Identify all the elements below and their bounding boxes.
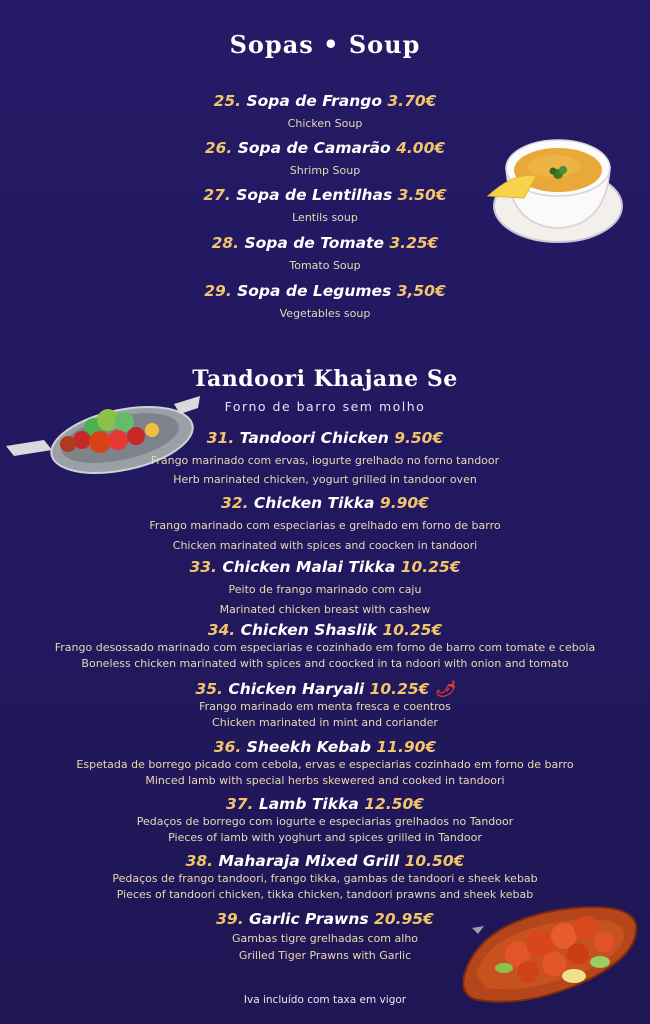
menu-item — [0, 621, 650, 671]
item-price: 10.25€ — [400, 558, 461, 576]
item-number: 34. — [207, 621, 236, 639]
item-price: 3,50€ — [396, 282, 446, 300]
item-price: 9.90€ — [379, 494, 429, 512]
item-name: Sopa de Camarão — [237, 139, 391, 157]
item-number: 39. — [216, 910, 244, 928]
soup-section-title: Sopas • Soup — [229, 30, 421, 59]
item-number: 25. — [213, 92, 242, 110]
item-description: Herb marinated chicken, yogurt grilled in tandoor oven — [173, 473, 477, 486]
item-name: Garlic Prawns — [249, 910, 369, 928]
item-description: Vegetables soup — [279, 307, 371, 320]
item-number: 32. — [221, 494, 249, 512]
item-name: Tandoori Chicken — [239, 429, 389, 447]
item-description: Lentils soup — [292, 211, 358, 224]
menu-item — [0, 795, 650, 845]
item-description: Espetada de borrego picado com cebola, ervas e especiarias cozinhado em forno de barro — [76, 758, 574, 771]
item-price: 10.50€ — [404, 852, 465, 870]
footer-tax-note: Iva incluído com taxa em vigor — [243, 994, 407, 1006]
item-name: Chicken Shaslik — [240, 621, 378, 639]
item-name: Sopa de Tomate — [244, 234, 384, 252]
item-number: 26. — [204, 139, 233, 157]
item-number: 27. — [203, 186, 231, 204]
item-description: Boneless chicken marinated with spices and coocked in ta ndoori with onion and tomato — [81, 656, 569, 670]
item-description: Grilled Tiger Prawns with Garlic — [238, 949, 412, 962]
item-name: Sopa de Frango — [246, 92, 382, 110]
menu-item — [0, 282, 650, 322]
item-description: Pieces of tandoori chicken, tikka chicken, tandoori prawns and sheek kebab — [116, 887, 534, 901]
menu-item — [0, 680, 650, 730]
item-number: 35. — [195, 680, 223, 698]
item-price: 3.50€ — [397, 186, 447, 204]
item-price: 20.95€ — [374, 910, 434, 928]
item-description: Pedaços de frango tandoori, frango tikka, gambas de tandoori e sheek kebab — [112, 872, 538, 885]
tandoori-subtitle: Forno de barro sem molho — [224, 399, 426, 414]
item-description: Pedaços de borrego com iogurte e especiarias grelhados no Tandoor — [136, 815, 514, 828]
item-number: 28. — [211, 234, 240, 252]
item-description: Frango marinado com ervas, iogurte grelhado no forno tandoor — [150, 454, 500, 467]
item-number: 38. — [185, 852, 214, 870]
item-description: Minced lamb with special herbs skewered and cooked in tandoori — [145, 773, 505, 787]
menu-item — [0, 429, 650, 489]
item-price: 10.25€ — [369, 680, 430, 698]
menu-item — [0, 558, 650, 620]
item-description: Pieces of lamb with yoghurt and spices grilled in Tandoor — [168, 830, 482, 844]
menu-item — [0, 494, 650, 556]
item-name: Chicken Malai Tikka — [222, 558, 396, 576]
item-description: Peito de frango marinado com caju — [228, 583, 422, 596]
item-number: 37. — [225, 795, 254, 813]
item-name: Sopa de Lentilhas — [236, 186, 393, 204]
item-description: Frango marinado em menta fresca e coentros — [199, 700, 451, 713]
tandoori-section-title: Tandoori Khajane Se — [192, 366, 458, 392]
item-name: Chicken Haryali — [228, 680, 365, 698]
item-description: Tomato Soup — [289, 259, 361, 272]
menu-item — [0, 738, 650, 788]
soup-bowl-image — [484, 126, 626, 250]
item-description: Shrimp Soup — [289, 164, 361, 177]
item-price: 10.25€ — [382, 621, 443, 639]
item-number: 33. — [189, 558, 217, 576]
item-price: 4.00€ — [396, 139, 446, 157]
item-name: Chicken Tikka — [253, 494, 375, 512]
item-price: 3.25€ — [389, 234, 439, 252]
item-description: Frango desossado marinado com especiarias e cozinhado em forno de barro com tomate e cebola — [54, 641, 596, 654]
item-number: 29. — [204, 282, 232, 300]
chili-pepper-icon: 🌶 — [434, 680, 455, 698]
item-description: Chicken marinated with spices and coocken in tandoori — [172, 539, 478, 552]
item-price: 12.50€ — [364, 795, 425, 813]
item-name: Sheekh Kebab — [246, 738, 371, 756]
item-number: 31. — [206, 429, 235, 447]
item-number: 36. — [213, 738, 242, 756]
item-price: 11.90€ — [376, 738, 437, 756]
item-description: Frango marinado com especiarias e grelhado em forno de barro — [149, 519, 501, 532]
item-description: Gambas tigre grelhadas com alho — [231, 932, 419, 945]
item-description: Chicken marinated in mint and coriander — [212, 715, 438, 729]
item-name: Sopa de Legumes — [237, 282, 392, 300]
item-description: Chicken Soup — [287, 117, 363, 130]
item-price: 3.70€ — [387, 92, 437, 110]
item-description: Marinated chicken breast with cashew — [219, 603, 431, 616]
item-name: Lamb Tikka — [258, 795, 359, 813]
item-name: Maharaja Mixed Grill — [218, 852, 400, 870]
item-price: 9.50€ — [394, 429, 444, 447]
